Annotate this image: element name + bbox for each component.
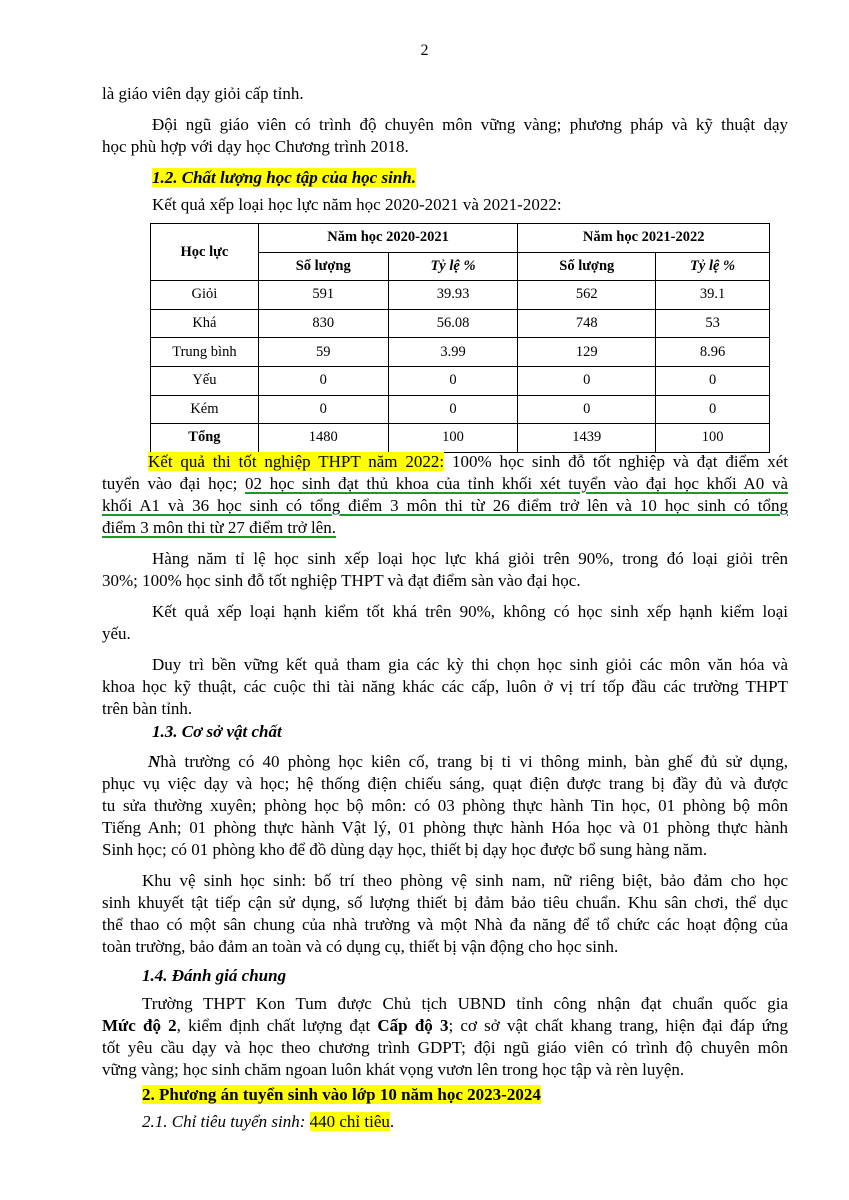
intro-line: là giáo viên dạy giỏi cấp tỉnh. bbox=[102, 84, 304, 103]
assessment-line2 bbox=[102, 1016, 788, 1036]
section-2-1-line bbox=[142, 1112, 828, 1132]
drop-cap: N bbox=[148, 752, 161, 771]
page-number: 2 bbox=[420, 42, 429, 59]
section-1-2-title: 1.2. Chất lượng học tập của học sinh. bbox=[152, 168, 416, 187]
cell-count-2021: 59 bbox=[258, 338, 388, 367]
exam-line4 bbox=[102, 518, 788, 538]
sanitation-line3: thể thao có một sân chung của nhà trường và một Nhà đa năng để tổ chức các hoạt động của bbox=[102, 915, 788, 934]
section-2-heading bbox=[142, 1085, 828, 1105]
maintain-line3: trên bàn tỉnh. bbox=[102, 699, 193, 718]
staff-paragraph-line1: Đội ngũ giáo viên có trình độ chuyên môn vững vàng; phương pháp và kỹ thuật dạy bbox=[152, 115, 788, 134]
maintain-line1: Duy trì bền vững kết quả tham gia các kỳ thi chọn học sinh giỏi các môn văn hóa và bbox=[152, 655, 788, 674]
table-row bbox=[151, 309, 770, 338]
table-row bbox=[151, 366, 770, 395]
level-2-bold: Mức độ 2 bbox=[102, 1016, 177, 1035]
cell-percent-2022: 53 bbox=[656, 309, 770, 338]
cell-percent-2022: 0 bbox=[656, 395, 770, 424]
header-year-2020-2021: Năm học 2020-2021 bbox=[258, 224, 518, 253]
table-row-total bbox=[151, 424, 770, 453]
cell-percent-2022: 100 bbox=[656, 424, 770, 453]
exam-line2-plain: tuyển vào đại học; bbox=[102, 474, 246, 493]
cell-percent-2021: 0 bbox=[388, 395, 518, 424]
header-year-2021-2022: Năm học 2021-2022 bbox=[518, 224, 770, 253]
cell-count-2022: 0 bbox=[518, 366, 656, 395]
table-row bbox=[151, 281, 770, 310]
rate-line1: Hàng năm tỉ lệ học sinh xếp loại học lực khá giỏi trên 90%, trong đó loại giỏi trên bbox=[152, 549, 788, 568]
section-1-2-heading bbox=[152, 168, 838, 188]
staff-paragraph-line2: học phù hợp với dạy học Chương trình 2018. bbox=[102, 137, 409, 156]
cell-percent-2022: 8.96 bbox=[656, 338, 770, 367]
cell-percent-2021: 56.08 bbox=[388, 309, 518, 338]
cell-percent-2021: 0 bbox=[388, 366, 518, 395]
exam-line1-rest: 100% học sinh đỗ tốt nghiệp và đạt điểm xét bbox=[444, 452, 788, 471]
conduct-line2: yếu. bbox=[102, 624, 131, 643]
assessment-line2-mid: , kiểm định chất lượng đạt bbox=[176, 1016, 378, 1035]
cell-percent-2021: 39.93 bbox=[388, 281, 518, 310]
table-row bbox=[151, 395, 770, 424]
table-intro: Kết quả xếp loại học lực năm học 2020-2021 và 2021-2022: bbox=[152, 195, 562, 214]
cell-count-2022: 748 bbox=[518, 309, 656, 338]
facilities-line3: tu sửa thường xuyên; phòng học bộ môn: có 03 phòng thực hành Tin học, 01 phòng bộ môn bbox=[102, 796, 788, 815]
section-1-3-heading: 1.3. Cơ sở vật chất bbox=[152, 722, 282, 741]
exam-line2 bbox=[102, 474, 788, 494]
header-ty-le-1: Tỷ lệ % bbox=[388, 252, 518, 281]
row-label: Giỏi bbox=[151, 281, 259, 310]
cell-count-2021: 591 bbox=[258, 281, 388, 310]
quota-period: . bbox=[389, 1112, 395, 1131]
maintain-line2: khoa học kỹ thuật, các cuộc thi tài năng khác các cấp, luôn ở vị trí tốp đầu các trường THPT bbox=[102, 677, 788, 696]
cell-count-2022: 129 bbox=[518, 338, 656, 367]
conduct-line1: Kết quả xếp loại hạnh kiểm tốt khá trên 90%, không có học sinh xếp hạnh kiểm loại bbox=[152, 602, 788, 621]
exam-line1 bbox=[148, 452, 788, 472]
facilities-line1-rest: hà trường có 40 phòng học kiên cố, trang bị ti vi thông minh, bàn ghế đủ sử dụng, bbox=[160, 752, 788, 771]
exam-line4-underlined: điểm 3 môn thi từ 27 điểm trở lên. bbox=[102, 518, 336, 537]
quota-value: 440 chỉ tiêu bbox=[309, 1112, 390, 1131]
cell-count-2022: 1439 bbox=[518, 424, 656, 453]
cell-percent-2021: 3.99 bbox=[388, 338, 518, 367]
quota-colon: : bbox=[299, 1112, 310, 1131]
exam-line3 bbox=[102, 496, 788, 516]
section-1-4-heading: 1.4. Đánh giá chung bbox=[142, 966, 287, 985]
table-row bbox=[151, 338, 770, 367]
assessment-line1: Trường THPT Kon Tum được Chủ tịch UBND tỉnh công nhận đạt chuẩn quốc gia bbox=[142, 994, 788, 1013]
header-ty-le-2: Tỷ lệ % bbox=[656, 252, 770, 281]
cell-percent-2022: 0 bbox=[656, 366, 770, 395]
assessment-line4: vững vàng; học sinh chăm ngoan luôn khát vọng vươn lên trong học tập và rèn luyện. bbox=[102, 1060, 685, 1079]
grade-3-bold: Cấp độ 3 bbox=[377, 1016, 449, 1035]
sanitation-line1: Khu vệ sinh học sinh: bố trí theo phòng vệ sinh nam, nữ riêng biệt, bảo đảm cho học bbox=[142, 871, 788, 890]
header-so-luong-1: Số lượng bbox=[258, 252, 388, 281]
grades-table bbox=[150, 223, 770, 453]
row-label: Kém bbox=[151, 395, 259, 424]
assessment-line3: tốt yêu cầu dạy và học theo chương trình GDPT; đội ngũ giáo viên có trình độ chuyên môn bbox=[102, 1038, 788, 1057]
rate-line2: 30%; 100% học sinh đỗ tốt nghiệp THPT và đạt điểm sàn vào đại học. bbox=[102, 571, 581, 590]
cell-count-2022: 562 bbox=[518, 281, 656, 310]
section-2-title: 2. Phương án tuyển sinh vào lớp 10 năm học 2023-2024 bbox=[142, 1085, 541, 1104]
sanitation-line2: sinh khuyết tật tiếp cận sử dụng, số lượng thiết bị đảm bảo tiêu chuẩn. Khu sân chơi, thể dục bbox=[102, 893, 788, 912]
sanitation-line4: toàn trường, bảo đảm an toàn và có dụng cụ, thiết bị vận động cho học sinh. bbox=[102, 937, 619, 956]
row-label-total: Tổng bbox=[151, 424, 259, 453]
facilities-line2: phục vụ việc dạy và học; hệ thống điện chiếu sáng, quạt điện được trang bị đầy đủ và được bbox=[102, 774, 788, 793]
exam-highlight: Kết quả thi tốt nghiệp THPT năm 2022: bbox=[148, 452, 445, 471]
cell-count-2021: 1480 bbox=[258, 424, 388, 453]
cell-count-2022: 0 bbox=[518, 395, 656, 424]
assessment-line2-rest: ; cơ sở vật chất khang trang, hiện đại đáp ứng bbox=[448, 1016, 789, 1035]
quota-label: 2.1. Chỉ tiêu tuyển sinh bbox=[142, 1112, 300, 1131]
cell-percent-2022: 39.1 bbox=[656, 281, 770, 310]
row-label: Trung bình bbox=[151, 338, 259, 367]
row-label: Khá bbox=[151, 309, 259, 338]
exam-line2-underlined: 02 học sinh đạt thủ khoa của tỉnh khối xét tuyển vào đại học khối A0 và bbox=[245, 474, 788, 493]
cell-count-2021: 0 bbox=[258, 395, 388, 424]
row-label: Yếu bbox=[151, 366, 259, 395]
header-so-luong-2: Số lượng bbox=[518, 252, 656, 281]
facilities-line1 bbox=[148, 752, 788, 772]
cell-count-2021: 0 bbox=[258, 366, 388, 395]
cell-percent-2021: 100 bbox=[388, 424, 518, 453]
cell-count-2021: 830 bbox=[258, 309, 388, 338]
facilities-line4: Tiếng Anh; 01 phòng thực hành Vật lý, 01 phòng thực hành Hóa học và 01 phòng thực hành bbox=[102, 818, 788, 837]
header-hoc-luc: Học lực bbox=[151, 224, 259, 281]
facilities-line5: Sinh học; có 01 phòng kho để đồ dùng dạy học, thiết bị dạy học được bổ sung hàng năm. bbox=[102, 840, 708, 859]
exam-line3-underlined: khối A1 và 36 học sinh có tổng điểm 3 môn thi từ 26 điểm trở lên và 10 học sinh có tổng bbox=[102, 496, 788, 515]
